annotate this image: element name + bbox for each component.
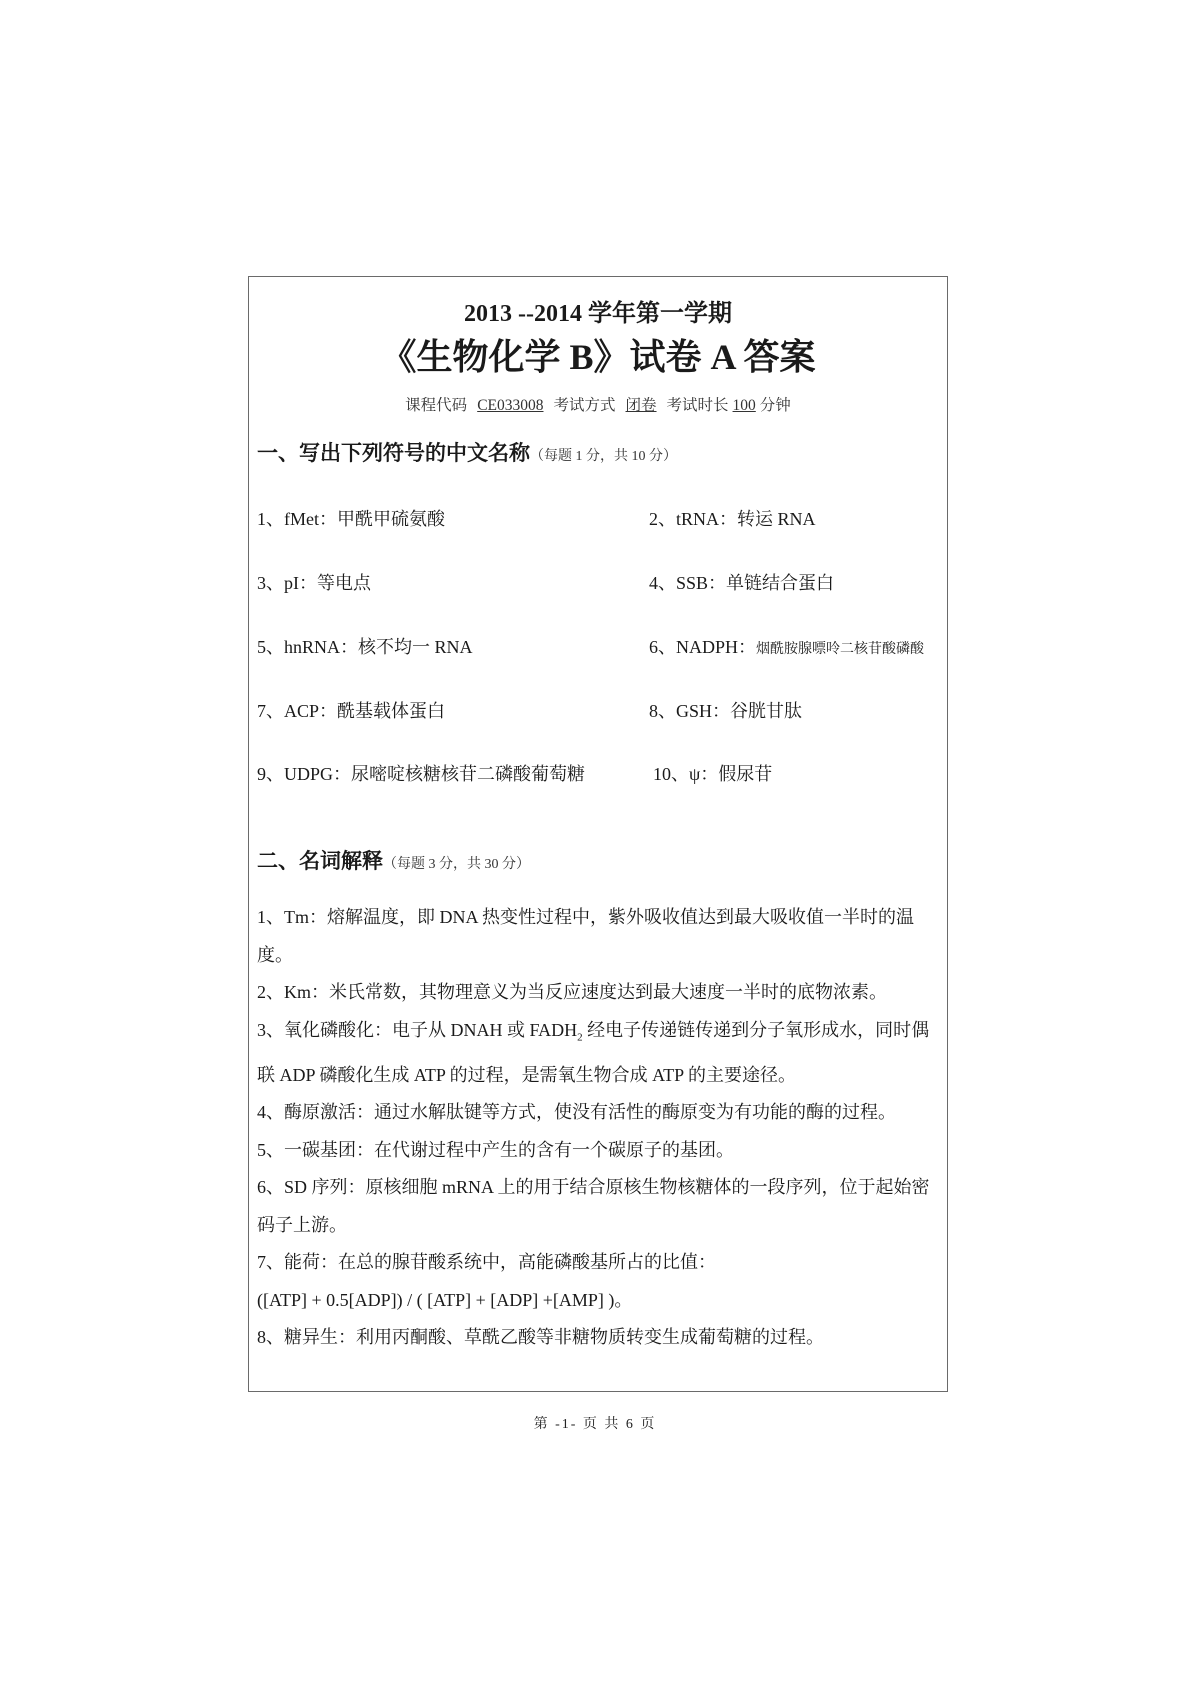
item-symbol: ψ：	[689, 764, 719, 784]
item-name: 单链结合蛋白	[726, 573, 835, 593]
item-number: 10、	[653, 764, 689, 784]
abbr-item	[257, 697, 445, 723]
item-name: 转运 RNA	[737, 509, 816, 529]
definition-item: 2、Km：米氏常数，其物理意义为当反应速度达到最大速度一半时的底物浓素。	[257, 982, 887, 1002]
item-symbol: pI：	[284, 573, 317, 593]
abbr-item	[257, 505, 445, 531]
abbr-item	[649, 505, 816, 531]
duration-value: 100	[732, 397, 756, 414]
subscript: 2	[577, 1031, 583, 1044]
abbr-item	[257, 633, 473, 659]
definitions-list	[257, 899, 947, 1357]
exam-method-label: 考试方式	[553, 397, 616, 414]
section2-title: 二、名词解释	[257, 849, 383, 873]
item-name: 酰基载体蛋白	[337, 701, 446, 721]
item-name: 烟酰胺腺嘌呤二核苷酸磷酸	[756, 642, 925, 657]
definition-text: 3、氧化磷酸化：电子从 DNAH 或 FADH	[257, 1019, 578, 1040]
definition-item: 6、SD 序列：原核细胞 mRNA 上的用于结合原核生物核糖体的一段序列，位于起始密码子上游。	[257, 1177, 930, 1235]
answer-sheet-box	[248, 276, 948, 1392]
item-number: 6、	[649, 637, 676, 657]
item-number: 7、	[257, 701, 284, 721]
course-code-value: CE033008	[477, 397, 544, 414]
item-symbol: SSB：	[676, 573, 727, 593]
item-number: 2、	[649, 509, 676, 529]
definition-item: 7、能荷：在总的腺苷酸系统中，高能磷酸基所占的比值：	[257, 1252, 716, 1273]
duration-unit: 分钟	[759, 397, 791, 414]
item-number: 1、	[257, 509, 284, 529]
abbr-item	[257, 569, 371, 595]
definition-text: 经电子传递链传递到分子氧形成水，同时偶联 ADP 磷酸化生成 ATP 的过程，是需氧生物合成 ATP 的主要途径。	[257, 1019, 930, 1085]
section2-heading	[257, 845, 530, 875]
item-symbol: tRNA：	[676, 509, 738, 529]
definition-item: 5、一碳基团：在代谢过程中产生的含有一个碳原子的基团。	[257, 1139, 734, 1160]
abbr-item	[653, 760, 772, 786]
exam-method-value: 闭卷	[625, 397, 657, 414]
item-name: 谷胱甘肽	[730, 701, 803, 721]
section2-note: （每题 3 分，共 30 分）	[383, 857, 530, 872]
section1-note: （每题 1 分，共 10 分）	[530, 449, 677, 464]
course-code-label: 课程代码	[405, 397, 468, 414]
item-symbol: NADPH：	[676, 637, 757, 657]
item-number: 5、	[257, 637, 284, 657]
item-number: 4、	[649, 573, 676, 593]
energy-charge-formula: ([ATP] + 0.5[ADP]) / ( [ATP] + [ADP] +[AMP] )。	[257, 1289, 633, 1310]
item-name: 核不均一 RNA	[358, 637, 473, 657]
definition-item: 1、Tm：熔解温度，即 DNA 热变性过程中，紫外吸收值达到最大吸收值一半时的温度。	[257, 907, 914, 965]
section1-title: 一、写出下列符号的中文名称	[257, 441, 530, 465]
duration-label: 考试时长	[666, 397, 729, 414]
item-symbol: hnRNA：	[284, 637, 359, 657]
section1-heading	[257, 437, 677, 467]
abbr-item	[649, 633, 924, 659]
definition-item: 4、酶原激活：通过水解肽键等方式，使没有活性的酶原变为有功能的酶的过程。	[257, 1102, 896, 1123]
item-number: 8、	[649, 701, 676, 721]
item-symbol: GSH：	[676, 701, 731, 721]
item-name: 尿嘧啶核糖核苷二磷酸葡萄糖	[351, 764, 586, 784]
item-symbol: fMet：	[284, 509, 337, 529]
page-number: 第 -1- 页 共 6 页	[533, 1417, 657, 1432]
term-heading: 2013 --2014 学年第一学期	[464, 301, 732, 327]
exam-title: 《生物化学 B》试卷 A 答案	[380, 337, 816, 377]
abbr-item	[649, 569, 834, 595]
abbr-item	[649, 697, 802, 723]
exam-meta-line	[249, 393, 947, 415]
abbr-item	[257, 760, 585, 786]
item-symbol: UDPG：	[284, 764, 352, 784]
item-number: 9、	[257, 764, 284, 784]
item-name: 假尿苷	[718, 764, 773, 784]
item-symbol: ACP：	[284, 701, 338, 721]
definition-item: 8、糖异生：利用丙酮酸、草酰乙酸等非糖物质转变生成葡萄糖的过程。	[257, 1327, 824, 1348]
item-name: 等电点	[317, 573, 371, 593]
item-number: 3、	[257, 573, 284, 593]
definition-item	[257, 1012, 947, 1095]
item-name: 甲酰甲硫氨酸	[337, 509, 445, 529]
